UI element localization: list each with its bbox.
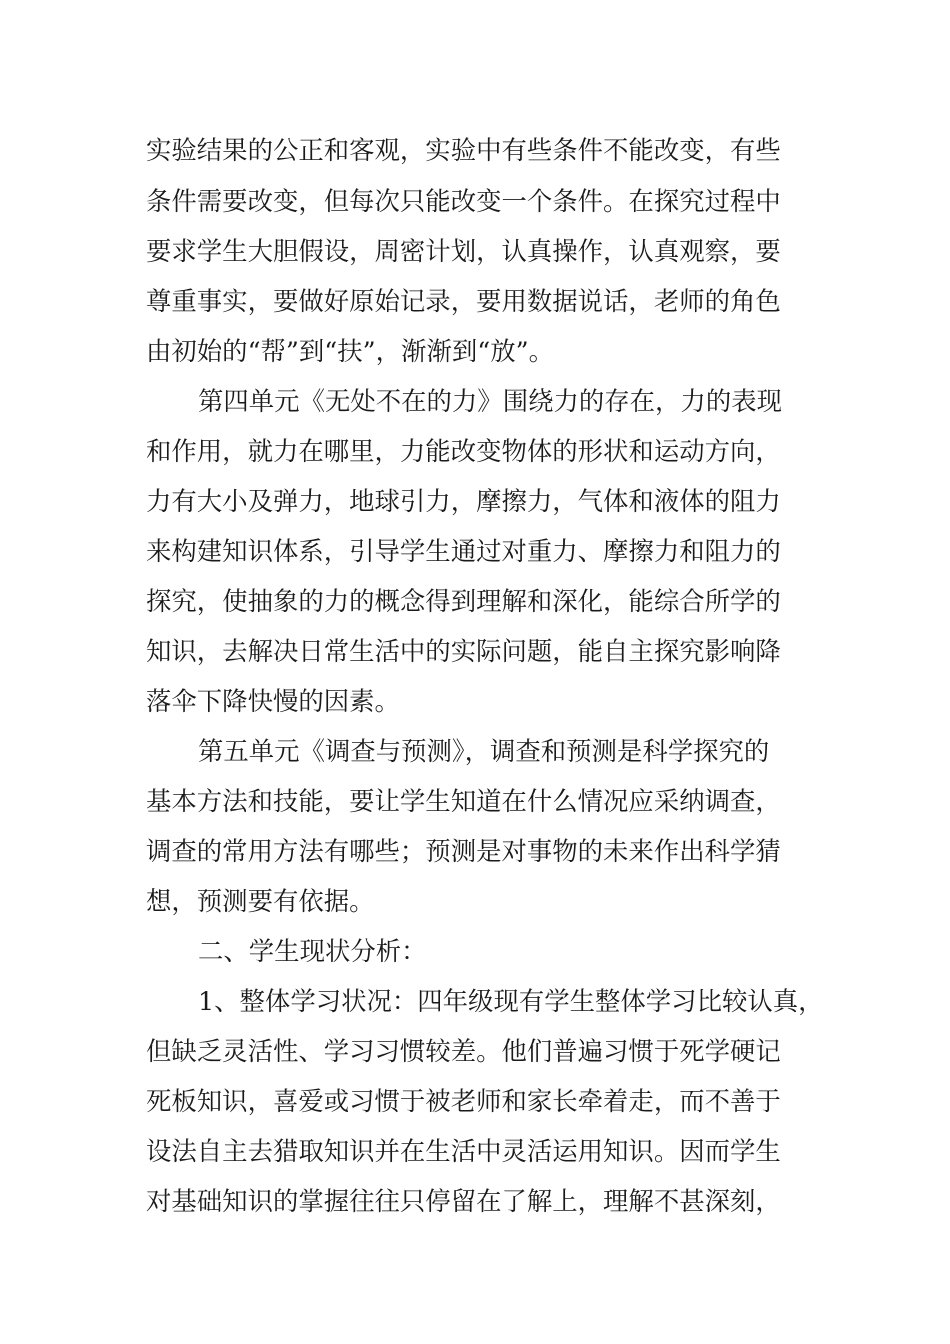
paragraph-first-line: 1、整体学习状况：四年级现有学生整体学习比较认真， [198,986,824,1016]
text-line: 落伞下降快慢的因素。 [146,686,400,716]
text-line: 要求学生大胆假设，周密计划，认真操作，认真观察，要 [146,236,781,266]
text-line: 和作用，就力在哪里，力能改变物体的形状和运动方向， [146,436,781,466]
text-line: 但缺乏灵活性、学习习惯较差。他们普遍习惯于死学硬记 [146,1036,781,1066]
paragraph-first-line: 第五单元《调查与预测》，调查和预测是科学探究的 [198,736,770,766]
text-line: 力有大小及弹力，地球引力，摩擦力，气体和液体的阻力 [146,486,781,516]
text-line: 探究，使抽象的力的概念得到理解和深化，能综合所学的 [146,586,781,616]
text-line: 想，预测要有依据。 [146,886,375,916]
text-line: 设法自主去猎取知识并在生活中灵活运用知识。因而学生 [146,1136,781,1166]
section-heading: 二、学生现状分析： [198,936,427,966]
text-line: 知识，去解决日常生活中的实际问题，能自主探究影响降 [146,636,781,666]
text-line: 来构建知识体系，引导学生通过对重力、摩擦力和阻力的 [146,536,781,566]
text-line: 实验结果的公正和客观，实验中有些条件不能改变，有些 [146,135,781,165]
text-line: 基本方法和技能，要让学生知道在什么情况应采纳调查， [146,786,781,816]
text-line: 条件需要改变，但每次只能改变一个条件。在探究过程中 [146,186,781,216]
text-line: 调查的常用方法有哪些；预测是对事物的未来作出科学猜 [146,836,781,866]
paragraph-first-line: 第四单元《无处不在的力》围绕力的存在，力的表现 [198,386,782,416]
text-line: 对基础知识的掌握往往只停留在了解上，理解不甚深刻， [146,1186,781,1216]
text-line: 由初始的“帮”到“扶”，渐渐到“放”。 [146,336,554,366]
text-line: 死板知识，喜爱或习惯于被老师和家长牵着走，而不善于 [146,1086,781,1116]
text-line: 尊重事实，要做好原始记录，要用数据说话，老师的角色 [146,286,781,316]
